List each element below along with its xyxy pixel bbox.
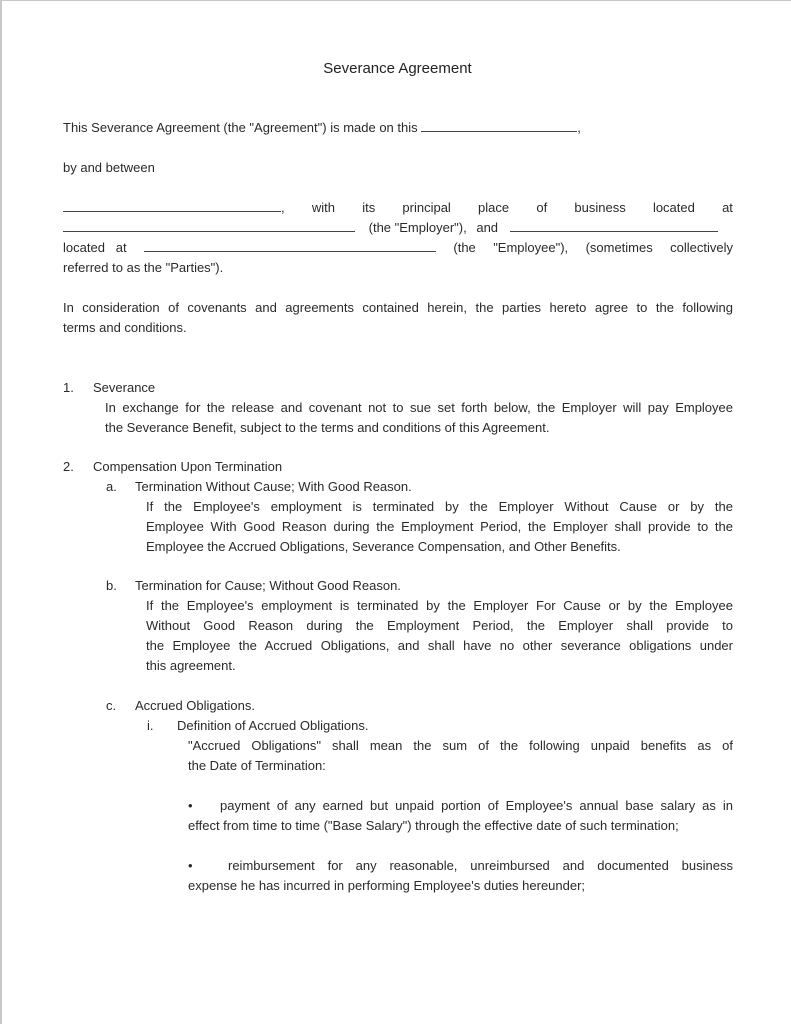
section-2-number: 2. [63, 459, 74, 474]
subsection-a-letter: a. [106, 479, 117, 494]
parties-row-3 [63, 239, 733, 257]
body-line: Without Good Reason during the Employment Period, the Employer shall provide to [146, 618, 733, 633]
subsection-b-letter: b. [106, 578, 117, 593]
employer-address-blank[interactable] [63, 219, 355, 232]
by-and-between: by and between [63, 160, 155, 175]
section-1-body [105, 398, 733, 438]
bullet-icon: • [188, 858, 193, 873]
subsection-a-body [146, 497, 733, 557]
word: (the [453, 240, 476, 255]
word: collectively [670, 240, 733, 255]
and-text: and [476, 220, 499, 235]
body-line: the Employee the Accrued Obligations, and shall have no other severance obligations under [146, 638, 733, 653]
employer-name-blank[interactable] [63, 199, 281, 212]
consideration-line: terms and conditions. [63, 320, 187, 335]
employee-name-blank[interactable] [510, 219, 718, 232]
word: located [652, 200, 695, 215]
item-i-heading: Definition of Accrued Obligations. [177, 718, 369, 733]
word: "Employee"), [493, 240, 569, 255]
consideration-paragraph [63, 298, 733, 338]
subsection-c-heading: Accrued Obligations. [135, 698, 255, 713]
subsection-b-heading: Termination for Cause; Without Good Reason. [135, 578, 401, 593]
body-line: "Accrued Obligations" shall mean the sum of the following unpaid benefits as of [188, 738, 733, 753]
word: at [722, 200, 733, 215]
section-1-number: 1. [63, 380, 74, 395]
body-line: Employee With Good Reason during the Employment Period, the Employer shall provide to the [146, 519, 733, 534]
body-line: If the Employee's employment is terminated by the Employer Without Cause or by the [146, 499, 733, 514]
item-i-numeral: i. [147, 718, 154, 733]
word: place [478, 200, 510, 215]
intro-comma: , [577, 120, 581, 135]
word: (sometimes [585, 240, 653, 255]
word: principal [402, 200, 451, 215]
consideration-line: In consideration of covenants and agreements contained herein, the parties hereto agree to the following [63, 300, 733, 315]
body-line: In exchange for the release and covenant not to sue set forth below, the Employer will pay Employee [105, 400, 733, 415]
bullet-line: expense he has incurred in performing Employee's duties hereunder; [188, 878, 586, 893]
bullet-item [188, 796, 733, 836]
bullet-line: effect from time to time ("Base Salary") through the effective date of such termination; [188, 818, 679, 833]
word: business [574, 200, 626, 215]
body-line: the Severance Benefit, subject to the terms and conditions of this Agreement. [105, 420, 550, 435]
body-line: If the Employee's employment is terminated by the Employer For Cause or by the Employee [146, 598, 733, 613]
word: of [536, 200, 548, 215]
bullet-line: payment of any earned but unpaid portion of Employee's annual base salary as in [220, 798, 733, 813]
bullet-icon: • [188, 798, 193, 813]
word: with [311, 200, 335, 215]
parties-row-4: referred to as the "Parties"). [63, 260, 224, 275]
subsection-b-body [146, 596, 733, 676]
employee-address-blank[interactable] [144, 239, 436, 252]
comma: , [281, 200, 285, 215]
section-2-heading: Compensation Upon Termination [93, 459, 283, 474]
intro-text: This Severance Agreement (the "Agreement") is made on this [63, 120, 418, 135]
located-at-text: located at [63, 240, 127, 255]
parties-row-1 [63, 199, 733, 217]
word: its [362, 200, 376, 215]
section-1-heading: Severance [93, 380, 156, 395]
intro-line [63, 119, 581, 137]
subsection-a-heading: Termination Without Cause; With Good Reason. [135, 479, 412, 494]
bullet-line: reimbursement for any reasonable, unreimbursed and documented business [228, 858, 733, 873]
item-i-body [188, 736, 733, 776]
body-line: the Date of Termination: [188, 758, 326, 773]
subsection-c-letter: c. [106, 698, 117, 713]
bullet-item [188, 856, 733, 896]
document-title: Severance Agreement [323, 60, 472, 77]
employer-label: (the "Employer"), [368, 220, 467, 235]
date-blank-field[interactable] [421, 119, 577, 132]
parties-row-2 [63, 219, 733, 237]
body-line: this agreement. [146, 658, 236, 673]
body-line: Employee the Accrued Obligations, Severance Compensation, and Other Benefits. [146, 539, 621, 554]
